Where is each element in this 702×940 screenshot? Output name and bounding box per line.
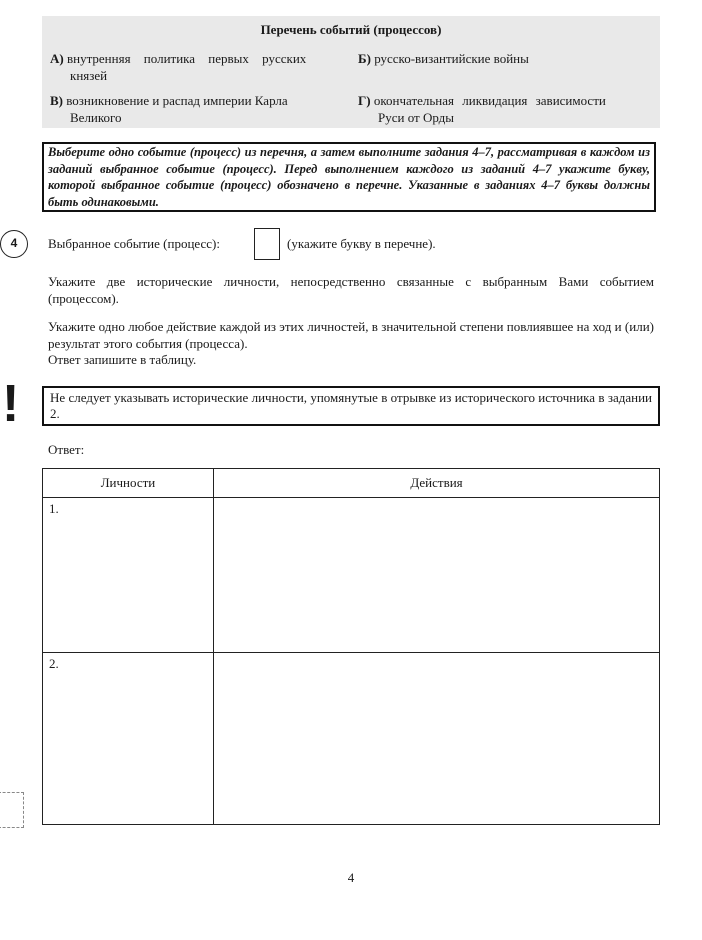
action-cell-2[interactable] bbox=[214, 653, 660, 825]
event-text-cont: Руси от Орды bbox=[378, 110, 455, 125]
event-text-cont: Великого bbox=[70, 110, 122, 125]
selected-event-hint: (укажите букву в перечне). bbox=[287, 236, 436, 251]
answer-table bbox=[42, 468, 660, 825]
person-cell-1[interactable] bbox=[43, 498, 214, 653]
exclamation-icon: ! bbox=[2, 375, 20, 433]
person-cell-2[interactable] bbox=[43, 653, 214, 825]
table-header-actions: Действия bbox=[214, 469, 660, 498]
event-item-b bbox=[358, 50, 656, 67]
question-number: 4 bbox=[0, 230, 28, 258]
event-item-a bbox=[50, 50, 350, 84]
task-paragraph-3: Ответ запишите в таблицу. bbox=[48, 352, 197, 367]
answer-label: Ответ: bbox=[48, 442, 85, 457]
table-header-persons: Личности bbox=[43, 469, 214, 498]
event-letter: В) bbox=[50, 93, 63, 108]
task-paragraph-2: Укажите одно любое действие каждой из этих личностей, в значительной степени повлиявшее на ход и (или) результат этого события (процесса). bbox=[48, 319, 654, 351]
task-paragraph-1: Укажите две исторические личности, непосредственно связанные с выбранным Вами событием (процессом). bbox=[48, 274, 654, 306]
events-list-box bbox=[42, 16, 660, 128]
warning-box: Не следует указывать исторические личности, упомянутые в отрывке из исторического источника в задании 2. bbox=[42, 386, 660, 426]
event-letter: Г) bbox=[358, 93, 371, 108]
event-text: русско-византийские войны bbox=[374, 51, 529, 66]
row-number: 1. bbox=[49, 501, 59, 516]
event-text: окончательная ликвидация зависимости bbox=[373, 93, 606, 108]
margin-field-box bbox=[0, 792, 24, 828]
event-text: внутренняя политика первых русских bbox=[66, 51, 307, 66]
row-number: 2. bbox=[49, 656, 59, 671]
instruction-box: Выберите одно событие (процесс) из перечня, а затем выполните задания 4–7, рассматривая в каждом из заданий выбранное событие (процесс). Перед выполнением каждого из заданий 4–7 укажите букву, которой выбранное событие (процесс) обозначено в перечне. Указанные в заданиях 4–7 буквы должны быть одинаковыми. bbox=[42, 142, 656, 212]
action-cell-1[interactable] bbox=[214, 498, 660, 653]
page-number: 4 bbox=[347, 870, 355, 885]
table-row bbox=[43, 498, 660, 653]
events-list-title: Перечень событий (процессов) bbox=[260, 22, 442, 37]
selected-event-label: Выбранное событие (процесс): bbox=[48, 236, 220, 251]
event-text-cont: князей bbox=[70, 68, 108, 83]
event-letter: А) bbox=[50, 51, 64, 66]
table-row bbox=[43, 653, 660, 825]
table-header-row bbox=[43, 469, 660, 498]
event-text: возникновение и распад империи Карла bbox=[66, 93, 288, 108]
selected-letter-input-box[interactable] bbox=[254, 228, 280, 260]
event-letter: Б) bbox=[358, 51, 371, 66]
event-item-v bbox=[50, 92, 350, 126]
event-item-g bbox=[358, 92, 658, 126]
